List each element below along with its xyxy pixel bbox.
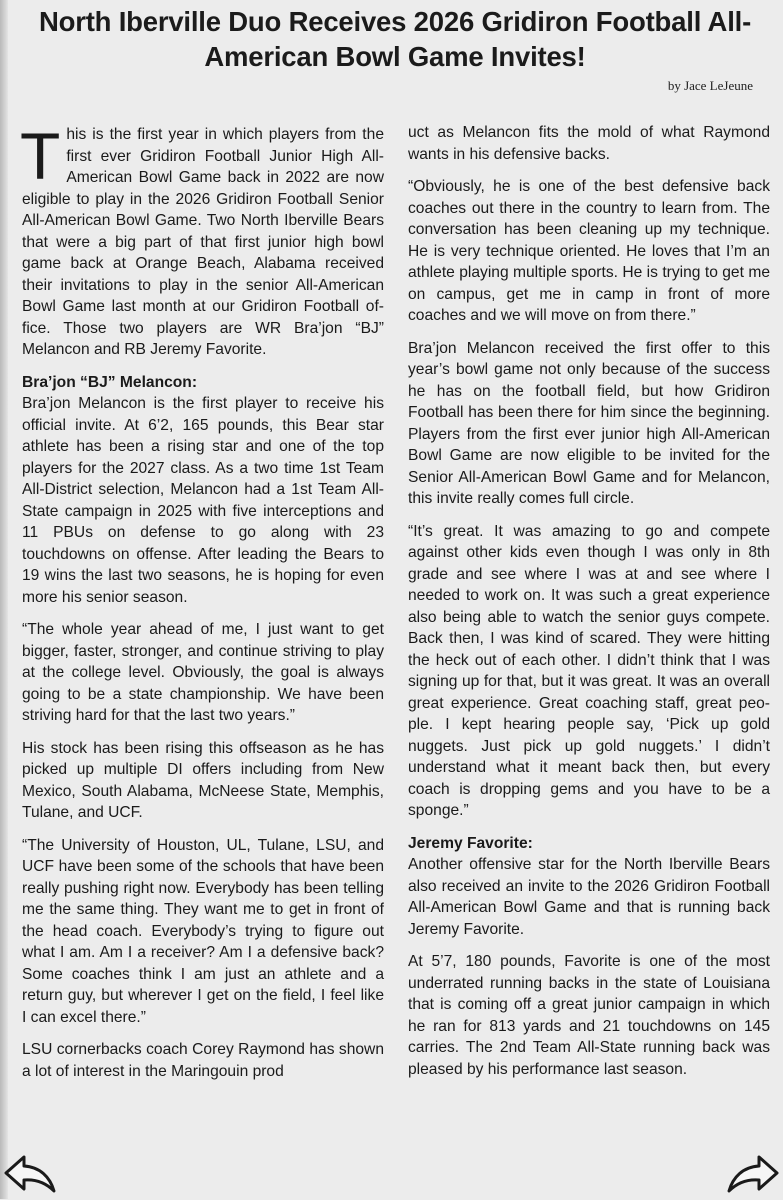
paragraph: Bra’jon Melancon is the first player to receive his official invite. At 6’2, 165 pounds, this Bear star athlete has been a rising star and one of the top players for the 2027 class. As a two time 1st Team All-District selection, Melancon had a 1st Team All-State campaign in 2025 with five interceptions and 11 PBUs on defense to go along with 23 touchdowns on offense. After leading the Bears to 19 wins the last two seasons, he is hoping for even more his senior season. [22,395,384,606]
paragraph: “It’s great. It was amazing to go and compete against other kids even though I was only in 8th grade and see where I was at and see where I needed to work on. It was such a great experience also being able to watch the senior guys compete. Back then, I was kind of scared. They were hitting the heck out of each other. I didn’t think that I was signing up for that, but it was great. It was an overall great experience. Great coaching staff, great people. I kept hearing people say, ‘Pick up gold nuggets. Just pick up gold nuggets.’ I didn’t understand what it meant back then, but every coach is dropping gems and you have to be a sponge.” [408,522,770,819]
paragraph: “The whole year ahead of me, I just want to get bigger, faster, stronger, and continue striving to play at the college level. Obviously, the goal is always going to be a state championship. We have been striving hard for that the last two years.” [22,621,384,724]
article-title: North Iberville Duo Receives 2026 Gridiron Football All-American Bowl Game Invites! [38,6,752,72]
article-column-right [408,122,770,1091]
paragraph: At 5’7, 180 pounds, Favorite is one of the most underrated running backs in the state of Louisiana that is coming off a great junior campaign in which he ran for 813 yards and 21 touchdowns on 145 carries. The 2nd Team All-State running back was pleased by his performance last season. [408,953,770,1078]
paragraph: LSU cornerbacks coach Corey Raymond has shown a lot of interest in the Maringouin prod [22,1041,384,1080]
paragraph: Bra’jon Melancon received the first offer to this year’s bowl game not only because of the success he has on the football field, but how Gridiron Football has been there for him since the beginning. Players from the first ever junior high All-American Bowl Game are now eligible to be invited for the Senior All-American Bowl Game and for Melancon, this invite really comes full circle. [408,339,770,507]
prev-page-button[interactable] [2,1147,60,1195]
arrow-forward-icon [723,1147,781,1195]
drop-cap: T [20,119,61,193]
section-heading-favorite: Jeremy Favorite: [408,834,533,852]
arrow-back-icon [2,1147,60,1195]
next-page-button[interactable] [723,1147,781,1195]
section-heading-melancon: Bra’jon “BJ” Melancon: [22,373,198,391]
article-column-left [20,119,384,1093]
paragraph: Another offensive star for the North Iberville Bears also received an invite to the 2026 Gridiron Football All-American Bowl Game and that is running back Jeremy Favorite. [408,856,770,938]
page-gutter-shadow [0,0,8,1199]
article-byline: by Jace LeJeune [667,78,753,93]
paragraph: his is the first year in which players from the first ever Gridiron Football Junior High All-American Bowl Game back in 2022 are now eligible to play in the 2026 Gridiron Football Senior All-American Bowl Game. Two North Iberville Bears that were a big part of that first junior high bowl game back at Orange Beach, Alabama received their invitations to play in the senior All-American Bowl Game last month at our Gridiron Football office. Those two players are WR Bra’jon “BJ” Melancon and RB Jeremy Favorite. [22,126,384,358]
paragraph: “Obviously, he is one of the best defensive back coaches out there in the country to learn from. The conversation has been cleaning up my technique. He is very technique oriented. He loves that I’m an athlete playing multiple sports. He is trying to get me on campus, get me in camp in front of more coaches and we will move on from there.” [408,178,770,324]
paragraph: uct as Melancon fits the mold of what Raymond wants in his defensive backs. [408,124,770,163]
paragraph: His stock has been rising this offseason as he has picked up multiple DI offers including from New Mexico, South Alabama, McNeese State, Memphis, Tulane, and UCF. [22,739,384,821]
paragraph: “The University of Houston, UL, Tulane, LSU, and UCF have been some of the schools that have been really pushing right now. Everybody has been telling me the same thing. They want me to get in front of the head coach. Everybody’s trying to figure out what I am. Am I a receiver? Am I a defensive back? Some coaches think I am just an athlete and a return guy, but wherever I get on the field, I feel like I can excel there.” [22,836,384,1026]
